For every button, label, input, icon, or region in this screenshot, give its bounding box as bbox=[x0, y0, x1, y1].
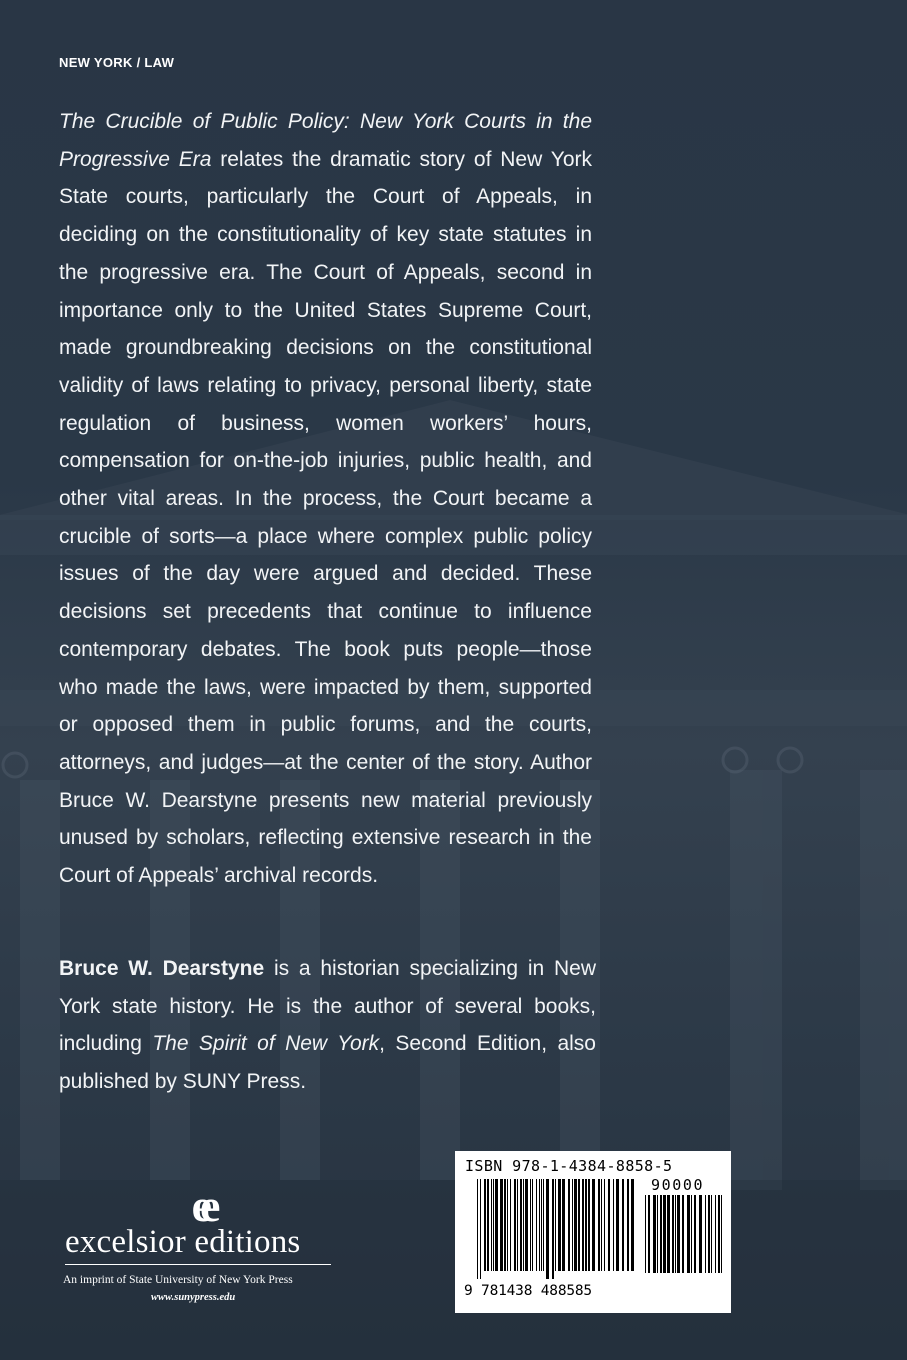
publisher-name: excelsior editions bbox=[65, 1224, 301, 1260]
barcode-bar bbox=[687, 1195, 690, 1273]
barcode-bar bbox=[653, 1195, 656, 1273]
barcode-bar bbox=[588, 1179, 590, 1271]
barcode-bar bbox=[543, 1179, 544, 1271]
isbn-label: ISBN 978-1-4384-8858-5 bbox=[465, 1157, 673, 1175]
barcode-bar bbox=[711, 1195, 712, 1273]
barcode-bar bbox=[667, 1195, 670, 1273]
barcode-bar bbox=[572, 1179, 573, 1271]
barcode-bar bbox=[718, 1195, 720, 1273]
barcode-bar bbox=[648, 1195, 650, 1273]
description-text: relates the dramatic story of New York State courts, particularly the Court of Appeals, in deciding on the constitutionality of key state statutes in the progressive era. The Court of Appeals, second in importance only to the United States Supreme Court, made groundbreaking decisions on the constitutional validity of laws relating to privacy, personal liberty, state regulation of business, women workers’ hours, compensation for on-the-job injuries, public health, and other vital areas. In the process, the Court became a crucible of sorts—a place where complex public policy issues of the day were argued and decided. These decisions set precedents that continue to influence contemporary debates. The book puts people—those who made the laws, were impacted by them, supported or opposed them in public forums, and the courts, attorneys, and judges—at the center of the story. Author Bruce W. Dearstyne presents new material previously unused by scholars, reflecting extensive research in the Court of Appeals’ archival records. bbox=[59, 147, 592, 888]
barcode-bar bbox=[500, 1179, 503, 1271]
barcode-bar bbox=[484, 1179, 486, 1271]
barcode-bar bbox=[660, 1195, 662, 1273]
barcode-bar bbox=[523, 1179, 524, 1271]
barcode-bar bbox=[585, 1179, 587, 1271]
barcode-bar bbox=[622, 1179, 624, 1271]
barcode-bar bbox=[691, 1195, 692, 1273]
bio-text-1: is a historian specializing in New York state history. He is the author of several books, including bbox=[59, 957, 597, 1056]
barcode-bar bbox=[555, 1179, 556, 1271]
barcode-bar bbox=[539, 1179, 540, 1271]
barcode-bar bbox=[677, 1195, 680, 1273]
price-code: 90000 bbox=[651, 1176, 705, 1194]
barcode-bar bbox=[504, 1179, 506, 1271]
barcode-bar bbox=[514, 1179, 516, 1271]
book-description bbox=[59, 103, 592, 895]
isbn-barcode bbox=[455, 1151, 731, 1313]
author-name: Bruce W. Dearstyne bbox=[59, 957, 265, 980]
barcode-bar bbox=[574, 1179, 577, 1271]
barcode-bar bbox=[682, 1195, 684, 1273]
barcode-bar bbox=[616, 1179, 619, 1271]
other-book-title: The Spirit of New York bbox=[152, 1032, 380, 1056]
barcode-bar bbox=[613, 1179, 614, 1271]
barcode-bar bbox=[672, 1195, 674, 1273]
barcode-bar bbox=[715, 1195, 716, 1273]
barcode-bar bbox=[507, 1179, 508, 1271]
barcode-bar bbox=[721, 1195, 722, 1273]
barcode-bar bbox=[520, 1179, 522, 1271]
barcode-bars bbox=[477, 1179, 637, 1279]
barcode-bar bbox=[578, 1179, 580, 1271]
category-label: NEW YORK / LAW bbox=[59, 55, 175, 70]
barcode-bar bbox=[530, 1179, 531, 1271]
barcode-bar bbox=[631, 1179, 634, 1271]
barcode-bar bbox=[480, 1179, 481, 1279]
barcode-bar bbox=[675, 1195, 676, 1273]
barcode-bar bbox=[525, 1179, 528, 1271]
barcode-bar bbox=[705, 1195, 706, 1273]
barcode-bar bbox=[493, 1179, 494, 1271]
barcode-bar bbox=[598, 1179, 600, 1271]
barcode-bar bbox=[708, 1195, 710, 1273]
barcode-bar bbox=[517, 1179, 518, 1271]
barcode-bar bbox=[558, 1179, 561, 1271]
barcode-bar bbox=[536, 1179, 537, 1271]
barcode-bar bbox=[601, 1179, 602, 1271]
barcode-bar bbox=[541, 1179, 542, 1271]
barcode-bar bbox=[532, 1179, 533, 1271]
barcode-bar bbox=[477, 1179, 478, 1279]
barcode-bar bbox=[663, 1195, 666, 1273]
logo-divider bbox=[65, 1264, 331, 1265]
barcode-bar bbox=[645, 1195, 646, 1273]
addon-barcode-bars bbox=[645, 1195, 725, 1281]
barcode-bar bbox=[495, 1179, 498, 1271]
barcode-bar bbox=[582, 1179, 584, 1271]
barcode-bar bbox=[568, 1179, 570, 1271]
barcode-bar bbox=[657, 1195, 658, 1273]
ean-digits: 9 781438 488585 bbox=[464, 1283, 592, 1299]
barcode-bar bbox=[592, 1179, 595, 1271]
ee-logo-icon bbox=[169, 1190, 231, 1226]
barcode-bar bbox=[608, 1179, 610, 1271]
book-title: The Crucible of Public Policy: New York Courts in the Progressive Era bbox=[59, 110, 592, 171]
barcode-bar bbox=[552, 1179, 554, 1279]
logo-mark-text: ee bbox=[191, 1190, 209, 1226]
publisher-imprint: An imprint of State University of New York Press bbox=[63, 1274, 293, 1286]
barcode-bar bbox=[694, 1195, 696, 1273]
author-bio bbox=[59, 950, 596, 1100]
barcode-bar bbox=[627, 1179, 629, 1271]
barcode-bar bbox=[487, 1179, 489, 1271]
barcode-bar bbox=[510, 1179, 511, 1271]
barcode-bar bbox=[604, 1179, 605, 1271]
barcode-bar bbox=[699, 1195, 702, 1273]
bio-text-2: , Second Edition, also published by SUNY Press. bbox=[59, 1032, 596, 1093]
publisher-url: www.sunypress.edu bbox=[151, 1292, 236, 1303]
barcode-bar bbox=[491, 1179, 492, 1271]
barcode-bar bbox=[562, 1179, 565, 1271]
barcode-bar bbox=[546, 1179, 549, 1279]
